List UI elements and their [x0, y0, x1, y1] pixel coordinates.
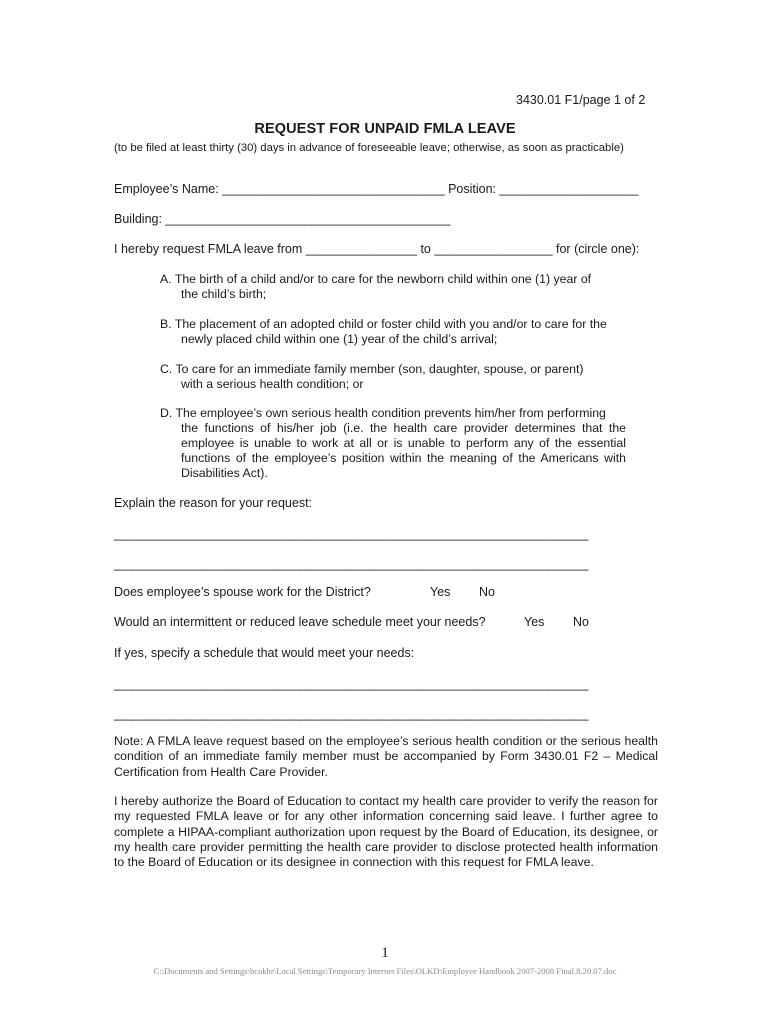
note-paragraph: Note: A FMLA leave request based on the employee’s serious health condition or the serious health condition of an immediate family member must be accompanied by Form 3430.01 F2 – Medical Certification from Health Care Provider. [114, 734, 658, 779]
option-b[interactable] [160, 317, 626, 347]
leave-dates-field[interactable]: I hereby request FMLA leave from ________________ to _________________ for (circle one): [114, 242, 640, 256]
intermittent-yes-option[interactable]: Yes [524, 615, 545, 629]
intermittent-question-label: Would an intermittent or reduced leave schedule meet your needs? [114, 615, 486, 629]
option-c-continuation: with a serious health condition; or [181, 377, 364, 391]
option-a-first-line: A. The birth of a child and/or to care for the newborn child within one (1) year of [160, 272, 592, 286]
form-title: REQUEST FOR UNPAID FMLA LEAVE [254, 121, 516, 137]
option-a[interactable] [160, 272, 626, 302]
building-field[interactable]: Building: _________________________________________ [114, 212, 451, 226]
form-number: 3430.01 F1/page 1 of 2 [516, 93, 646, 107]
explain-line-1[interactable]: _________________________________________________________________ [114, 527, 589, 541]
footer-file-path: C:\Documents and Settings\bcokhr\Local Settings\Temporary Internet Files\OLKD\Employee Handbook 2007-2008 Final.8.20.07.doc [153, 966, 617, 976]
intermittent-no-option[interactable]: No [573, 615, 589, 629]
form-subtitle: (to be filed at least thirty (30) days in advance of foreseeable leave; otherwise, as soon as practicable) [114, 142, 624, 154]
page-number: 1 [381, 945, 389, 961]
option-d-first-line: D. The employee’s own serious health condition prevents him/her from performing [160, 406, 606, 420]
spouse-yes-option[interactable]: Yes [430, 585, 451, 599]
spouse-question-label: Does employee’s spouse work for the District? [114, 585, 371, 599]
schedule-label: If yes, specify a schedule that would meet your needs: [114, 646, 415, 660]
authorization-paragraph: I hereby authorize the Board of Education to contact my health care provider to verify the reason for my requested FMLA leave or for any other information concerning said leave. I further agree to complete a HIPAA-compliant authorization upon request by the Board of Education, its designee, or my health care provider permitting the health care provider to disclose protected health information to the Board of Education or its designee in connection with this request for FMLA leave. [114, 794, 658, 870]
employee-name-position-field[interactable]: Employee’s Name: ________________________________ Position: ____________________ [114, 182, 639, 196]
explain-label: Explain the reason for your request: [114, 496, 313, 510]
schedule-line-1[interactable]: _________________________________________________________________ [114, 677, 589, 691]
explain-line-2[interactable]: _________________________________________________________________ [114, 557, 589, 571]
schedule-line-2[interactable]: _________________________________________________________________ [114, 707, 589, 721]
option-c[interactable] [160, 362, 626, 392]
option-a-continuation: the child’s birth; [181, 287, 267, 301]
option-d-continuation: the functions of his/her job (i.e. the health care provider determines that the employee is unable to work at all or is unable to perform any of the essential functions of the employee’s position within the meaning of the Americans with Disabilities Act). [181, 421, 626, 480]
option-b-first-line: B. The placement of an adopted child or foster child with you and/or to care for the [160, 317, 607, 331]
option-b-continuation: newly placed child within one (1) year of the child’s arrival; [181, 332, 498, 346]
option-d[interactable] [160, 406, 626, 481]
spouse-no-option[interactable]: No [479, 585, 495, 599]
option-c-first-line: C. To care for an immediate family member (son, daughter, spouse, or parent) [160, 362, 584, 376]
